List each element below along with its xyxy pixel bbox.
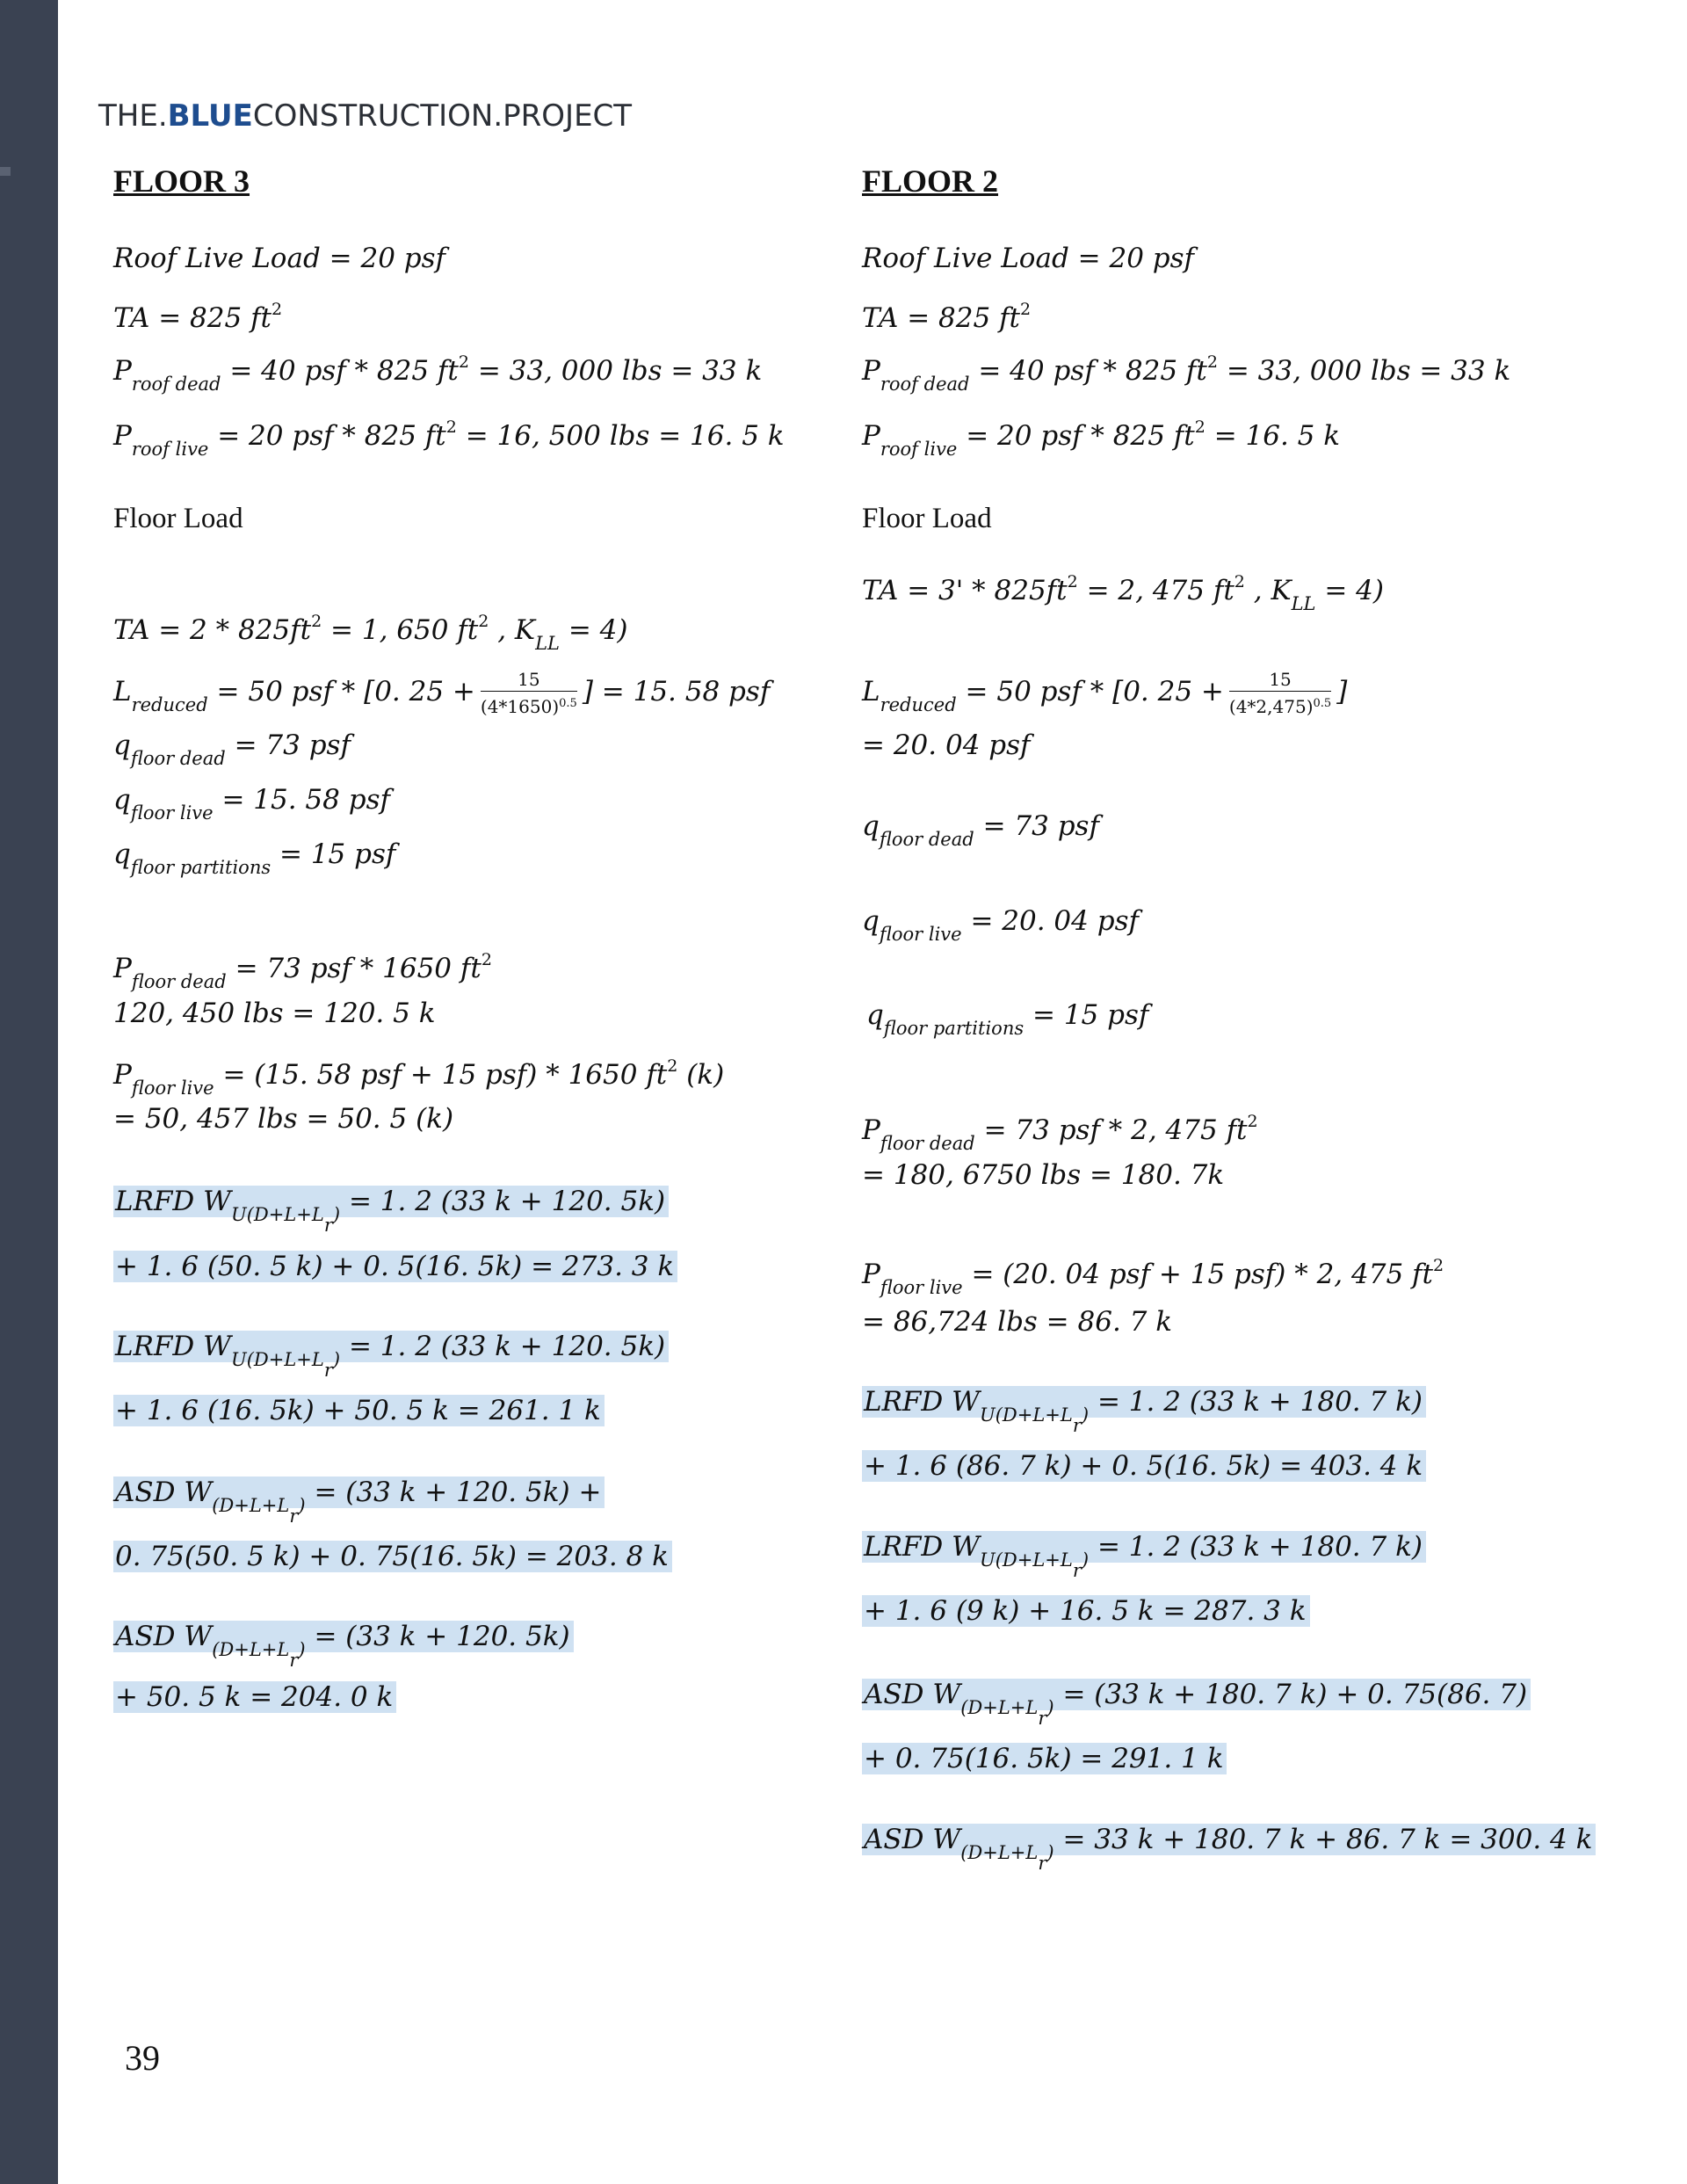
roof-live-load: Roof Live Load = 20 psf xyxy=(113,243,445,274)
q-floor-partitions-2: $q_{floor partitions} = 15$ psf xyxy=(866,999,1149,1039)
p-floor-live-result: = 50, 457 lbs = 50. 5 (k) xyxy=(113,1103,454,1135)
asd-combo-1-line-2: 0. 75(50. 5 k) + 0. 75(16. 5k) = 203. 8 k xyxy=(113,1539,672,1574)
lrfd-combo-1-line-1-f2: LRFD $W_{U(D+L+L_r)} = 1$. 2 (33 k + 180. 7 k) xyxy=(862,1384,1426,1443)
l-reduced-result-2: = 20. 04 psf xyxy=(862,729,1031,761)
asd-combo-2-line-1: ASD $W_{(D+L+L_r)} = (33$ k + 120. 5k) xyxy=(113,1619,574,1678)
tributary-area-floor: TA = $2 * 825ft^2 = 1$, 650 $ft^2$ , $K_{LL} = 4$) xyxy=(113,612,628,654)
asd-combo-1-line-2-f2: + 0. 75(16. 5k) = 291. 1 k xyxy=(862,1741,1227,1776)
l-reduced: $L_{reduced} = 50$ psf * [0. 25 + $\frac{15}{(4*1650)^{0.5}}$ ] = 15. 58 psf xyxy=(113,669,771,717)
lrfd-combo-1-line-1: LRFD $W_{U(D+L+L_r)} = 1$. 2 (33 k + 120. 5k) xyxy=(113,1184,669,1243)
p-roof-dead: $P_{roof dead} = 40$ psf * 825 $ft^2 = 33$, 000 lbs = 33 k xyxy=(113,352,763,395)
tributary-area-floor-2: TA = $3' * 825ft^2 = 2$, 475 $ft^2$ , $K_{LL} = 4$) xyxy=(862,572,1384,614)
p-roof-dead-2: $P_{roof dead} = 40$ psf * 825 $ft^2 = 33$, 000 lbs = 33 k xyxy=(862,352,1511,395)
brand-prefix: THE. xyxy=(98,98,168,134)
tributary-area: TA = 825 $ft^2$ xyxy=(113,300,283,334)
asd-combo-2-f2: ASD $W_{(D+L+L_r)} = 33$ k + 180. 7 k + 86. 7 k = 300. 4 k xyxy=(862,1822,1596,1881)
tributary-area-2: TA = 825 $ft^2$ xyxy=(862,300,1032,334)
fraction: $\frac{15}{(4*1650)^{0.5}}$ xyxy=(480,669,577,717)
sidebar-notch xyxy=(0,167,11,176)
p-roof-live-2: $P_{roof live} = 20$ psf * 825 $ft^2 = 16$. 5 k xyxy=(862,417,1341,460)
p-floor-dead-result-2: = 180, 6750 lbs = 180. 7k xyxy=(862,1159,1225,1191)
fraction-2: $\frac{15}{(4*2,475)^{0.5}}$ xyxy=(1228,669,1332,717)
roof-live-load-2: Roof Live Load = 20 psf xyxy=(862,243,1194,274)
lrfd-combo-1-line-2-f2: + 1. 6 (86. 7 k) + 0. 5(16. 5k) = 403. 4 k xyxy=(862,1448,1426,1484)
asd-combo-2-line-2: + 50. 5 k = 204. 0 k xyxy=(113,1680,396,1715)
q-floor-live: $q_{floor live} = 15$. 58 psf xyxy=(113,784,390,824)
p-floor-live: $P_{floor live} = (15$. 58 psf + 15 psf) * 1650 $ft^2$ (k) xyxy=(113,1056,725,1099)
p-floor-dead: $P_{floor dead} = 73$ psf * 1650 $ft^2$ xyxy=(113,950,492,992)
page-number: 39 xyxy=(125,2038,160,2078)
lrfd-combo-2-line-2-f2: + 1. 6 (9 k) + 16. 5 k = 287. 3 k xyxy=(862,1593,1310,1629)
brand-header xyxy=(98,98,632,134)
q-floor-partitions: $q_{floor partitions} = 15$ psf xyxy=(113,838,396,878)
left-sidebar-band xyxy=(0,0,58,2184)
lrfd-combo-2-line-1: LRFD $W_{U(D+L+L_r)} = 1$. 2 (33 k + 120. 5k) xyxy=(113,1329,669,1388)
l-reduced-2: $L_{reduced} = 50$ psf * [0. 25 + $\frac{15}{(4*2,475)^{0.5}}$ ] xyxy=(862,669,1348,717)
q-floor-dead-2: $q_{floor dead} = 73$ psf xyxy=(862,810,1099,850)
p-floor-live-2: $P_{floor live} = (20$. 04 psf + 15 psf) * 2, 475 $ft^2$ xyxy=(862,1256,1444,1298)
asd-combo-1-line-1-f2: ASD $W_{(D+L+L_r)} = (33$ k + 180. 7 k) + 0. 75(86. 7) xyxy=(862,1677,1531,1736)
p-floor-live-result-2: = 86,724 lbs = 86. 7 k xyxy=(862,1306,1173,1338)
lrfd-combo-1-line-2: + 1. 6 (50. 5 k) + 0. 5(16. 5k) = 273. 3 k xyxy=(113,1249,677,1284)
q-floor-dead: $q_{floor dead} = 73$ psf xyxy=(113,729,351,769)
q-floor-live-2: $q_{floor live} = 20$. 04 psf xyxy=(862,905,1139,945)
p-floor-dead-2: $P_{floor dead} = 73$ psf * 2, 475 $ft^2$ xyxy=(862,1112,1258,1154)
brand-suffix: CONSTRUCTION.PROJECT xyxy=(252,98,633,134)
brand-blue: BLUE xyxy=(167,98,253,134)
asd-combo-1-line-1: ASD $W_{(D+L+L_r)} = (33$ k + 120. 5k) + xyxy=(113,1475,605,1534)
floor-load-label: Floor Load xyxy=(113,503,243,534)
lrfd-combo-2-line-1-f2: LRFD $W_{U(D+L+L_r)} = 1$. 2 (33 k + 180. 7 k) xyxy=(862,1529,1426,1588)
floor-2-heading: FLOOR 2 xyxy=(862,163,999,199)
floor-3-heading: FLOOR 3 xyxy=(113,163,250,199)
p-floor-dead-result: 120, 450 lbs = 120. 5 k xyxy=(113,998,436,1029)
floor-load-label-2: Floor Load xyxy=(862,503,992,534)
lrfd-combo-2-line-2: + 1. 6 (16. 5k) + 50. 5 k = 261. 1 k xyxy=(113,1393,605,1428)
p-roof-live: $P_{roof live} = 20$ psf * 825 $ft^2 = 16$, 500 lbs = 16. 5 k xyxy=(113,417,785,460)
